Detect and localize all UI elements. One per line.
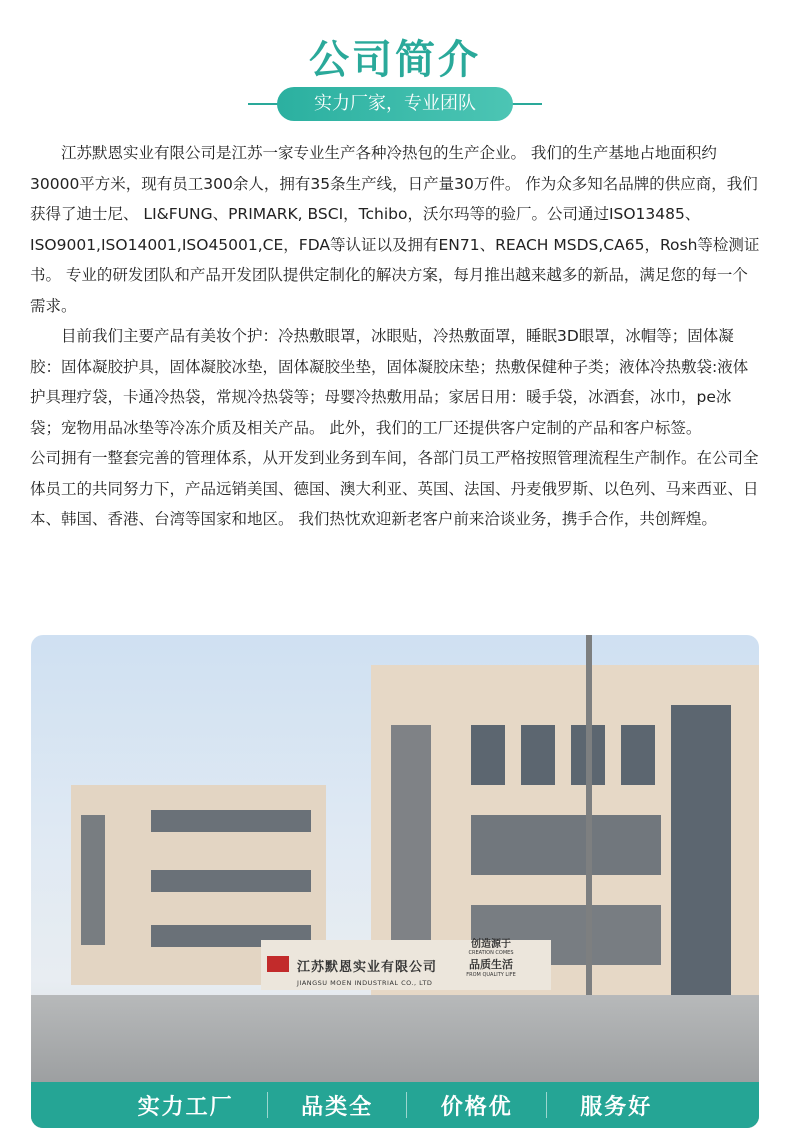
feature-service: 服务好 <box>580 1094 653 1120</box>
subtitle-badge: 实力厂家，专业团队 <box>277 87 513 121</box>
banner-divider <box>546 1092 547 1118</box>
company-sign <box>261 950 451 992</box>
feature-factory: 实力工厂 <box>137 1094 234 1120</box>
slogan-line-3: 品质生活 <box>469 958 513 971</box>
banner-divider <box>267 1092 268 1118</box>
slogan-line-4: FROM QUALITY LIFE <box>466 972 516 978</box>
slogan-line-1: 创造源于 <box>471 939 511 950</box>
intro-paragraph-1: 江苏默恩实业有限公司是江苏一家专业生产各种冷热包的生产企业。 我们的生产基地占地面积约30000平方米，现有员工300余人，拥有35条生产线，日产量30万件。 作为众多知名品牌的供应商，我们获得了迪士尼、 LI&FUNG、PRIMARK, BSCI，Tchibo，沃尔玛等的验厂。公司通过ISO13485、ISO9001,ISO14001,ISO45001,CE，FDA等认证以及拥有EN71、REACH MSDS,CA65，Rosh等检测证书。 专业的研发团队和产品开发团队提供定制化的解决方案，每月推出越来越多的新品，满足您的每一个需求。 <box>30 144 760 315</box>
subtitle-left-line <box>248 103 278 105</box>
slogan-line-2: CREATION COMES <box>468 950 514 956</box>
intro-paragraph-3: 公司拥有一整套完善的管理体系，从开发到业务到车间，各部门员工严格按照管理流程生产制作。在公司全体员工的共同努力下，产品远销美国、德国、澳大利亚、英国、法国、丹麦俄罗斯、以色列、马来西亚、日本、韩国、香港、台湾等国家和地区。 我们热忱欢迎新老客户前来洽谈业务，携手合作，共创辉煌。 <box>30 449 759 528</box>
subtitle-right-line <box>512 103 542 105</box>
feature-price: 价格优 <box>440 1094 513 1120</box>
page-title: 公司简介 <box>309 37 481 83</box>
utility-pole <box>586 635 592 1015</box>
company-intro <box>30 138 760 535</box>
feature-variety: 品类全 <box>301 1094 374 1120</box>
sign-company-name-en: JIANGSU MOEN INDUSTRIAL CO., LTD <box>297 979 433 987</box>
company-logo <box>267 956 289 972</box>
feature-banner <box>31 1082 759 1128</box>
banner-divider <box>406 1092 407 1118</box>
slogan-sign <box>461 935 521 978</box>
intro-paragraph-2: 目前我们主要产品有美妆个护：冷热敷眼罩，冰眼贴，冷热敷面罩，睡眠3D眼罩，冰帽等；固体凝胶：固体凝胶护具，固体凝胶冰垫，固体凝胶坐垫，固体凝胶床垫；热敷保健种子类；液体冷热敷袋:液体护具理疗袋，卡通冷热袋，常规冷热袋等；母婴冷热敷用品；家居日用：暖手袋，冰酒套，冰巾，pe冰袋；宠物用品冰垫等冷冻介质及相关产品。 此外，我们的工厂还提供客户定制的产品和客户标签。 <box>30 327 749 437</box>
sign-company-name-zh: 江苏默恩实业有限公司 <box>297 960 438 975</box>
factory-photo <box>31 635 759 1128</box>
